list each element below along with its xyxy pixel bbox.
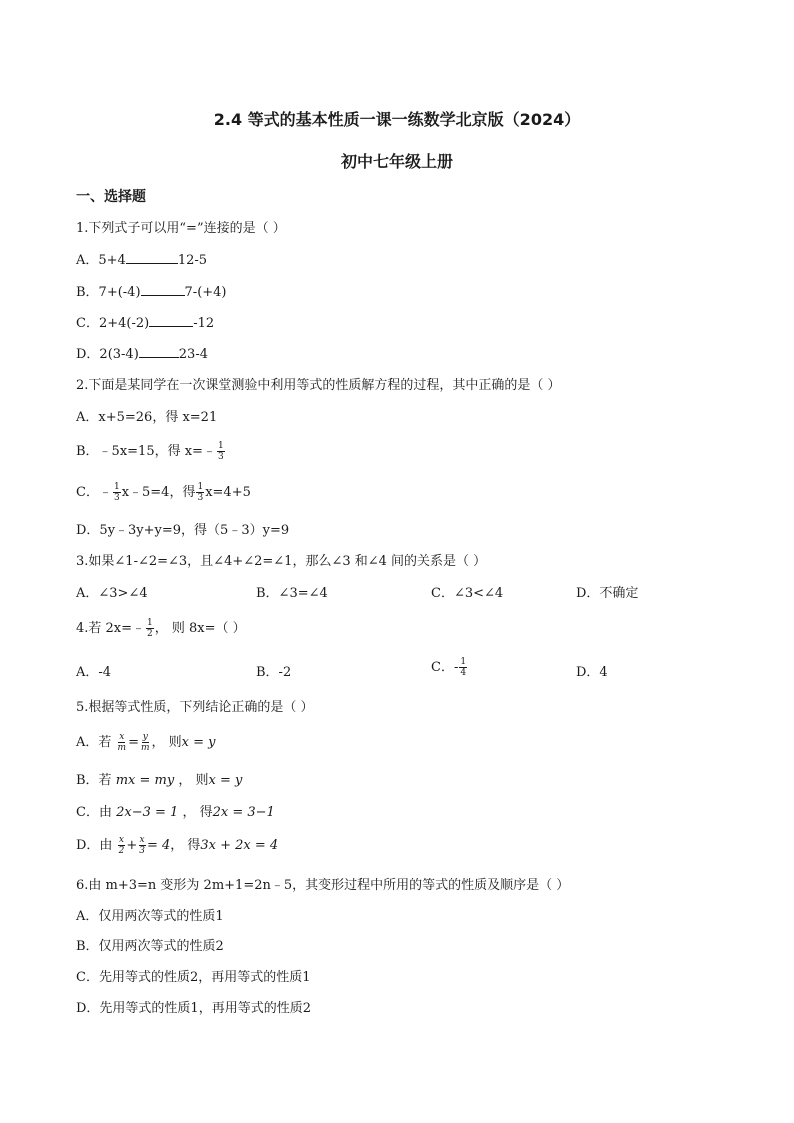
option-d-text: D．由 [76,838,113,853]
option-a-right: 12-5 [177,253,208,268]
question-2-option-c [76,481,251,503]
question-2-option-a: A．x+5=26，得 x=21 [76,410,218,425]
option-c-middle: ， 得 [182,805,213,820]
option-b-expression: mx = my [115,773,175,788]
question-3-option-c: C．∠3<∠4 [431,586,504,601]
fraction-denominator: 3 [139,846,145,856]
fraction-numerator: 1 [460,657,467,667]
fraction [196,482,204,503]
question-5-option-c [76,801,275,820]
option-a-result: x = y [181,735,216,750]
fraction [113,482,121,503]
fraction-numerator: y [142,732,148,742]
question-1-option-c [76,312,214,331]
option-a-middle: ， 则 [151,735,182,750]
fraction-denominator: m [117,743,127,753]
option-c-text: C．- [431,660,459,675]
answer-blank [126,251,178,264]
question-3-option-d: D．不确定 [576,586,639,601]
question-6-option-b: B．仅用两次等式的性质2 [76,939,224,954]
option-b-text: B．﹣5x=15，得 x=﹣ [76,444,216,459]
option-b-result: x = y [208,773,243,788]
question-5-option-b [76,769,242,788]
fraction [118,835,126,856]
question-6-option-c: C．先用等式的性质2，再用等式的性质1 [76,970,311,985]
question-2-option-d: D．5y﹣3y+y=9，得（5﹣3）y=9 [76,523,290,538]
question-5-option-a [76,731,216,753]
question-1-stem: 1.下列式子可以用“=”连接的是（ ） [76,221,286,236]
question-4-option-b: B．-2 [256,665,292,680]
fraction [138,835,146,856]
fraction-denominator: 2 [147,629,153,639]
question-3-option-a: A．∠3>∠4 [76,586,148,601]
fraction [217,441,225,462]
question-6-option-d: D．先用等式的性质1，再用等式的性质2 [76,1001,311,1016]
option-a-left: A．5+4 [76,253,126,268]
question-6-stem: 6.由 m+3=n 变形为 2m+1=2n﹣5，其变形过程中所用的等式的性质及顺序是（ ） [76,878,570,893]
fraction [140,732,151,753]
option-c-right: -12 [193,316,215,331]
question-4-stem [76,617,246,639]
question-1-option-b [76,281,227,300]
fraction-denominator: 3 [197,493,204,503]
answer-blank [149,314,193,327]
stem-text: 4.若 2x=﹣ [76,621,146,636]
option-d-equation: = 4 [146,838,171,853]
section-heading: 一、选择题 [76,189,146,205]
question-5-option-d [76,834,278,856]
option-b-left: B．7+(-4) [76,285,141,300]
fraction-numerator: 1 [113,482,120,492]
option-d-left: D．2(3-4) [76,347,139,362]
answer-blank [139,345,179,358]
question-3-stem: 3.如果∠1-∠2=∠3，且∠4+∠2=∠1，那么∠3 和∠4 间的关系是（ ） [76,554,487,569]
option-d-right: 23-4 [178,347,208,362]
fraction-denominator: 3 [113,493,120,503]
equals-sign: = [128,735,139,750]
fraction-numerator: 1 [217,441,224,451]
question-4-option-c [431,656,468,678]
option-d-middle: ， 得 [170,838,201,853]
stem-text-end: ， 则 8x=（ ） [154,621,246,636]
fraction-numerator: 1 [197,482,204,492]
option-c-middle: x﹣5=4，得 [121,485,196,500]
fraction-numerator: 1 [147,618,153,628]
document-title: 2.4 等式的基本性质一课一练数学北京版（2024） [213,110,581,129]
option-c-result: 2x = 3−1 [212,805,275,820]
question-4-option-d: D．4 [576,665,608,680]
option-c-expression: 2x−3 = 1 [116,805,179,820]
option-a-text: A．若 [76,735,112,750]
option-c-text: C．﹣ [76,485,112,500]
fraction-numerator: x [118,835,124,845]
question-3-option-b: B．∠3=∠4 [256,586,328,601]
fraction-denominator: 4 [460,668,467,678]
fraction-denominator: 2 [118,846,125,856]
option-b-right: 7-(+4) [184,285,227,300]
fraction-denominator: 3 [217,452,224,462]
question-1-option-a [76,249,207,268]
fraction [459,657,467,678]
answer-blank [141,283,185,296]
option-c-left: C．2+4(-2) [76,316,150,331]
fraction [146,618,154,639]
question-4-option-a: A．-4 [76,665,112,680]
fraction-numerator: x [139,835,145,845]
option-b-middle: ， 则 [178,773,209,788]
fraction-numerator: x [119,732,125,742]
question-6-option-a: A．仅用两次等式的性质1 [76,909,224,924]
document-subtitle: 初中七年级上册 [340,152,453,171]
question-1-option-d [76,343,208,362]
plus-sign: + [126,838,138,853]
fraction [117,732,128,753]
question-5-stem: 5.根据等式性质，下列结论正确的是（ ） [76,700,314,715]
fraction-denominator: m [140,743,150,753]
option-d-result: 3x + 2x = 4 [200,838,279,853]
question-2-option-b [76,440,226,462]
option-b-text: B．若 [76,773,112,788]
option-c-end: x=4+5 [205,485,251,500]
option-c-text: C．由 [76,805,112,820]
question-2-stem: 2.下面是某同学在一次课堂测验中利用等式的性质解方程的过程，其中正确的是（ ） [76,378,561,393]
